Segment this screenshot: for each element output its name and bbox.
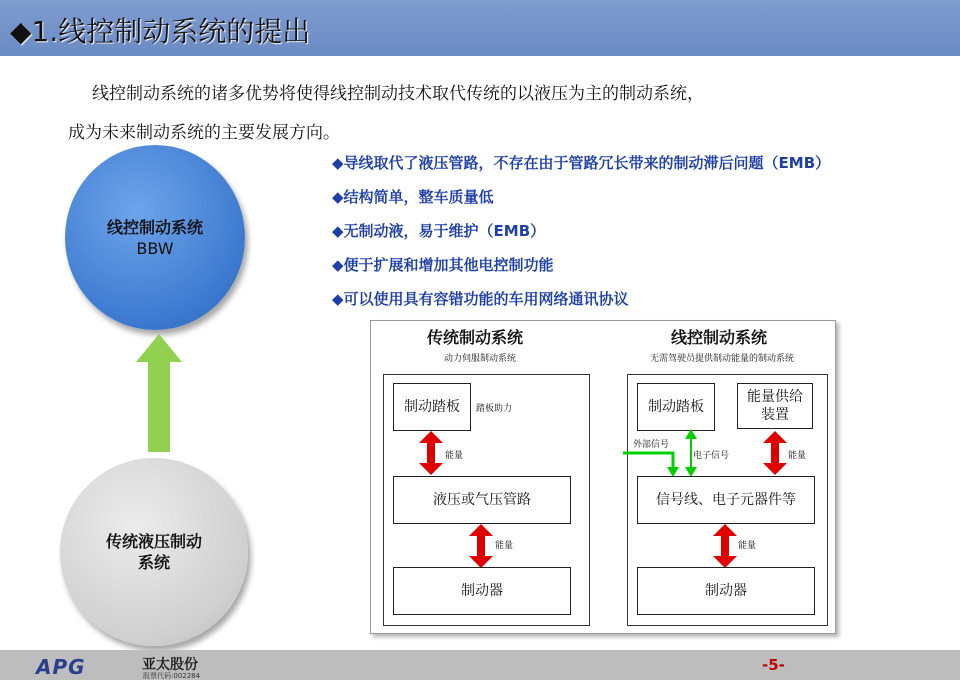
left-energy-arrow-2 [469, 524, 493, 568]
left-title: 传统制动系统 [427, 328, 524, 347]
left-energy-label-2: 能量 [495, 541, 514, 551]
left-pipe-box: 液压或气压管路 [393, 476, 571, 524]
right-actuator-box: 制动器 [637, 567, 815, 615]
right-electronic-signal-label: 电子信号 [693, 451, 730, 461]
company-name: 亚太股份 [142, 657, 198, 673]
hydraulic-circle-line-1: 传统液压制动 [105, 532, 202, 551]
title-bar [0, 0, 960, 56]
hydraulic-circle-line-2: 系统 [137, 553, 170, 572]
bullet-4: ◆便于扩展和增加其他电控制功能 [332, 256, 554, 274]
right-energy-arrow-1 [763, 431, 787, 475]
bullet-2: ◆结构简单，整车质量低 [332, 188, 494, 206]
stock-code: 股票代码:002284 [143, 672, 201, 680]
right-energy-label-1: 能量 [788, 451, 807, 461]
right-title: 线控制动系统 [671, 328, 768, 347]
bbw-circle-line-1: 线控制动系统 [106, 217, 203, 237]
bbw-circle [65, 145, 245, 330]
right-external-signal-label: 外部信号 [633, 440, 670, 450]
left-energy-arrow-1 [419, 431, 443, 475]
intro-line-2: 成为未来制动系统的主要发展方向。 [68, 123, 340, 143]
page-number: -5- [762, 656, 785, 674]
right-pedal-box: 制动踏板 [637, 383, 715, 431]
bullet-3: ◆无制动液，易于维护（EMB） [332, 222, 546, 240]
intro-line-1: 线控制动系统的诸多优势将使得线控制动技术取代传统的以液压为主的制动系统， [92, 84, 704, 104]
bullet-5: ◆可以使用具有容错功能的车用网络通讯协议 [332, 290, 629, 308]
left-energy-label-1: 能量 [445, 451, 464, 461]
upgrade-arrow [134, 334, 184, 454]
right-subtitle: 无需驾驶员提供制动能量的制动系统 [650, 354, 795, 364]
company-logo: APG [36, 655, 86, 679]
bbw-circle-line-2: BBW [136, 238, 174, 258]
left-pedal-box: 制动踏板 [393, 383, 471, 431]
bullet-1: ◆导线取代了液压管路，不存在由于管路冗长带来的制动滞后问题（EMB） [332, 154, 831, 172]
right-energy-arrow-2 [713, 524, 737, 568]
left-pedal-note: 踏板助力 [476, 404, 513, 414]
page-title: ◆1.线控制动系统的提出 [10, 15, 311, 48]
left-actuator-box: 制动器 [393, 567, 571, 615]
right-energy-label-2: 能量 [738, 541, 757, 551]
right-signal-box: 信号线、电子元器件等 [637, 476, 815, 524]
comparison-diagram [370, 320, 836, 634]
left-subtitle: 动力伺服制动系统 [444, 354, 517, 364]
right-supply-box: 能量供给装置 [737, 383, 813, 429]
right-signal-arrows [621, 429, 701, 477]
hydraulic-circle [60, 458, 248, 646]
